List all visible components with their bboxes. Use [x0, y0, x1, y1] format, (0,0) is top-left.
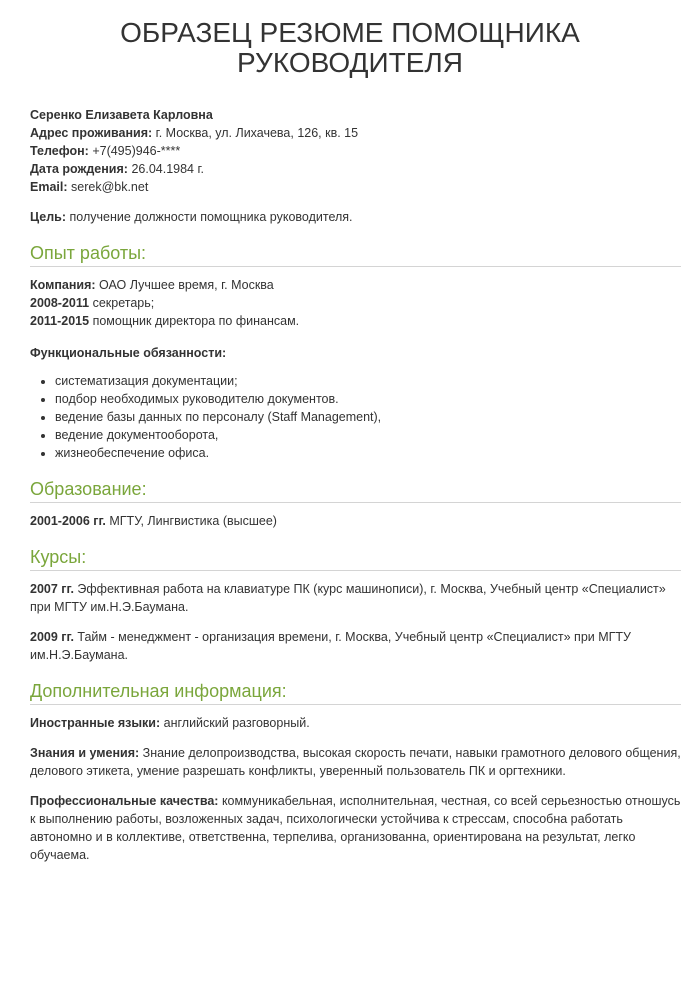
- address-label: Адрес проживания:: [30, 126, 153, 140]
- list-item: • подбор необходимых руководителю документов.: [55, 390, 681, 408]
- goal-text: получение должности помощника руководителя.: [69, 210, 353, 224]
- education-text: МГТУ, Лингвистика (высшее): [109, 514, 277, 528]
- course-year: 2009 гг.: [30, 630, 74, 644]
- phone-label: Телефон:: [30, 144, 89, 158]
- job-years: 2008-2011: [30, 296, 90, 310]
- section-additional-heading: Дополнительная информация:: [30, 680, 681, 705]
- company-value: ОАО Лучшее время, г. Москва: [99, 278, 274, 292]
- courses-section: [30, 580, 681, 664]
- phone-value: +7(495)946-****: [92, 144, 181, 158]
- languages-value: английский разговорный.: [163, 716, 310, 730]
- birth-value: 26.04.1984 г.: [131, 162, 204, 176]
- course-entry: [30, 580, 681, 616]
- qualities-value: коммуникабельная, исполнительная, честная, со всей серьезностью отношусь к выполнению работы, возложенных задач, психологически устойчива к стрессам, способна работать автономно и в коллективе, ответственна, терпелива, организованна, ориентирована на результат, легко обучаема.: [30, 794, 681, 862]
- personal-info: [30, 106, 681, 196]
- education-years: 2001-2006 гг.: [30, 514, 106, 528]
- list-item: • жизнеобеспечение офиса.: [55, 444, 681, 462]
- list-item: • ведение документооборота,: [55, 426, 681, 444]
- goal: [30, 208, 681, 226]
- skills-label: Знания и умения:: [30, 746, 140, 760]
- birth-label: Дата рождения:: [30, 162, 128, 176]
- title-line-1: ОБРАЗЕЦ РЕЗЮМЕ ПОМОЩНИКА: [120, 17, 580, 48]
- duties-list: [30, 372, 681, 462]
- job-entry: [30, 294, 681, 312]
- goal-label: Цель:: [30, 210, 67, 224]
- section-courses-heading: Курсы:: [30, 546, 681, 571]
- education-section: [30, 512, 681, 530]
- experience-section: [30, 276, 681, 462]
- job-years: 2011-2015: [30, 314, 90, 328]
- course-text: Тайм - менеджмент - организация времени, г. Москва, Учебный центр «Специалист» при МГТУ им.Н.Э.Баумана.: [30, 630, 631, 662]
- section-experience-heading: Опыт работы:: [30, 242, 681, 267]
- job-text: помощник директора по финансам.: [92, 314, 300, 328]
- job-text: секретарь;: [92, 296, 155, 310]
- course-year: 2007 гг.: [30, 582, 74, 596]
- qualities-label: Профессиональные качества:: [30, 794, 219, 808]
- page-title: [60, 18, 640, 78]
- list-item: • ведение базы данных по персоналу (Staff Management),: [55, 408, 681, 426]
- section-education-heading: Образование:: [30, 478, 681, 503]
- email-label: Email:: [30, 180, 68, 194]
- skills-value: Знание делопроизводства, высокая скорость печати, навыки грамотного делового общения, делового этикета, умение разрешать конфликты, уверенный пользователь ПК и оргтехники.: [30, 746, 681, 778]
- course-entry: [30, 628, 681, 664]
- title-line-2: РУКОВОДИТЕЛЯ: [237, 47, 463, 78]
- email-value: serek@bk.net: [71, 180, 149, 194]
- list-item: • систематизация документации;: [55, 372, 681, 390]
- languages-label: Иностранные языки:: [30, 716, 161, 730]
- address-value: г. Москва, ул. Лихачева, 126, кв. 15: [155, 126, 359, 140]
- course-text: Эффективная работа на клавиатуре ПК (курс машинописи), г. Москва, Учебный центр «Специалист» при МГТУ им.Н.Э.Баумана.: [30, 582, 666, 614]
- resume-content: [30, 106, 681, 864]
- company-label: Компания:: [30, 278, 96, 292]
- full-name: Серенко Елизавета Карловна: [30, 108, 213, 122]
- job-entry: [30, 312, 681, 330]
- additional-section: [30, 714, 681, 864]
- duties-label: Функциональные обязанности:: [30, 346, 227, 360]
